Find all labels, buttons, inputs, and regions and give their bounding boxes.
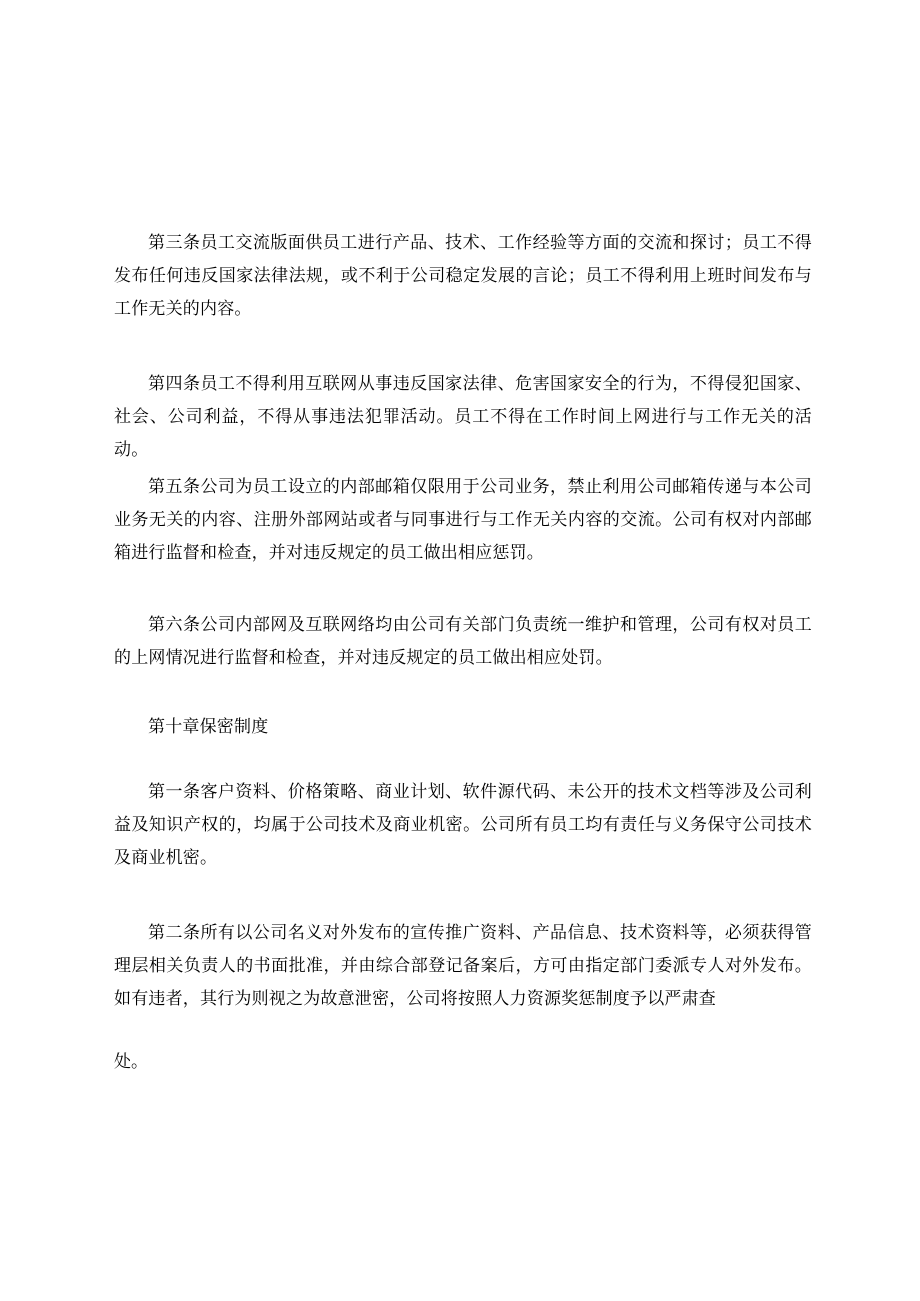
chapter-10-heading: 第十章保密制度	[148, 717, 269, 737]
article-3-paragraph: 第三条员工交流版面供员工进行产品、技术、工作经验等方面的交流和探讨；员工不得发布任何违反国家法律法规，或不利于公司稳定发展的言论；员工不得利用上班时间发布与工作无关的内容。	[114, 233, 812, 319]
article-4-paragraph: 第四条员工不得利用互联网从事违反国家法律、危害国家安全的行为，不得侵犯国家、社会、公司利益，不得从事违法犯罪活动。员工不得在工作时间上网进行与工作无关的活动。	[114, 374, 812, 460]
confidentiality-article-2-paragraph: 第二条所有以公司名义对外发布的宣传推广资料、产品信息、技术资料等，必须获得管理层相关负责人的书面批准，并由综合部登记备案后，方可由指定部门委派专人对外发布。如有违者，其行为则视之为故意泄密，公司将按照人力资源奖惩制度予以严肃查	[114, 923, 812, 1009]
article-6-paragraph: 第六条公司内部网及互联网络均由公司有关部门负责统一维护和管理，公司有权对员工的上网情况进行监督和检查，并对违反规定的员工做出相应处罚。	[114, 615, 812, 668]
continuation-text: 处。	[114, 1052, 148, 1072]
confidentiality-article-1-paragraph: 第一条客户资料、价格策略、商业计划、软件源代码、未公开的技术文档等涉及公司利益及知识产权的，均属于公司技术及商业机密。公司所有员工均有责任与义务保守公司技术及商业机密。	[114, 782, 812, 868]
article-5-paragraph: 第五条公司为员工设立的内部邮箱仅限用于公司业务，禁止利用公司邮箱传递与本公司业务无关的内容、注册外部网站或者与同事进行与工作无关内容的交流。公司有权对内部邮箱进行监督和检查，并对违反规定的员工做出相应惩罚。	[114, 477, 812, 563]
